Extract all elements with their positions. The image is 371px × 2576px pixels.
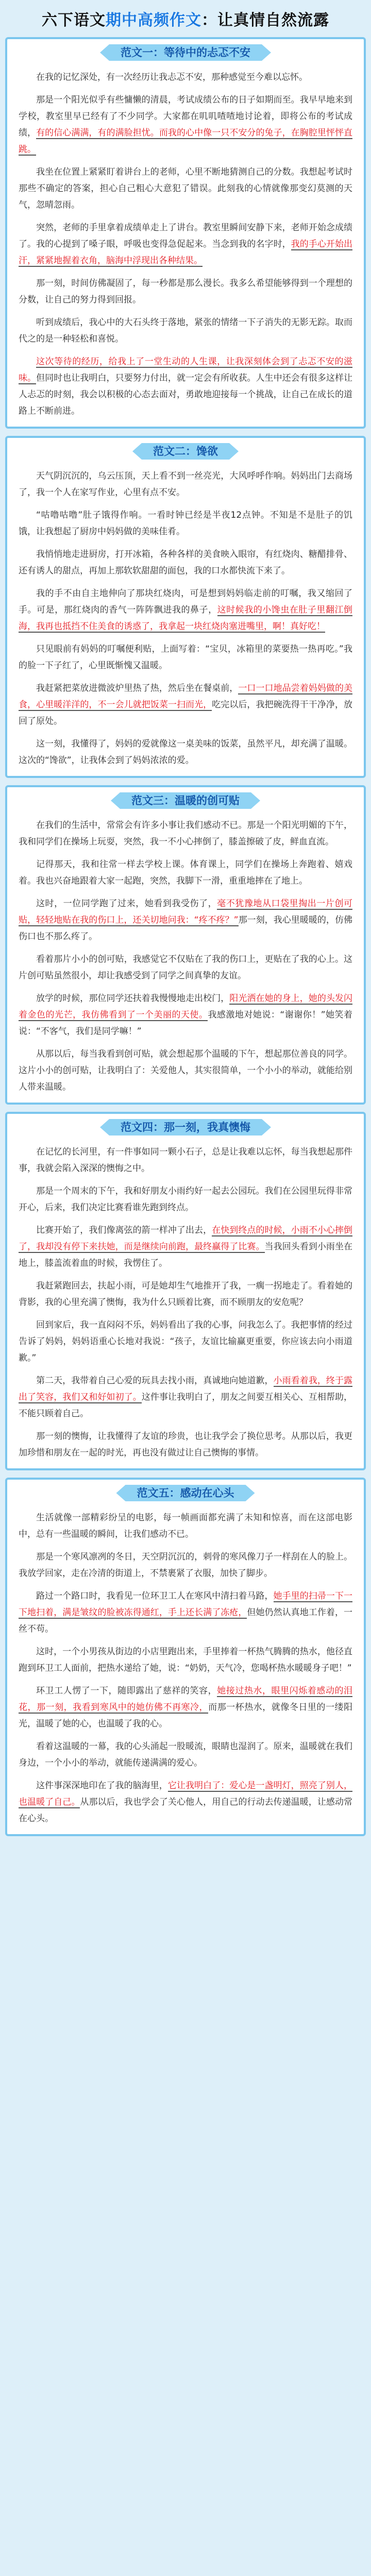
- section-header-ribbon: [111, 792, 260, 809]
- paragraph-text: 我感激地对她说：“谢谢你！”她笑着说：“不客气，我们是同学嘛！”: [19, 1010, 352, 1037]
- essay-paragraph: [19, 1278, 352, 1311]
- paragraph-text: 我赶紧把菜放进微波炉里热了热，然后坐在餐桌前，: [36, 683, 239, 693]
- paragraph-text: 而那一杯热水，就像冬日里的一缕阳光，温暖了她的心，也温暖了我的心。: [19, 1702, 353, 1729]
- ribbon-right-decoration: [246, 1485, 255, 1501]
- essay-paragraph: [19, 1317, 352, 1366]
- paragraph-text: 那一刻，时间仿佛凝固了，每一秒都是那么漫长。我多么希望能够得到一个理想的分数，让自己的努力得到回报。: [19, 278, 352, 305]
- paragraph-text: 比赛开始了，我们像离弦的箭一样冲了出去，: [36, 1225, 212, 1235]
- ribbon-left-decoration: [111, 792, 120, 809]
- section-header-ribbon: [100, 44, 271, 61]
- paragraph-text: 那是一个周末的下午，我和好朋友小雨约好一起去公园玩。我们在公园里玩得非常开心，后来，我们决定比赛看谁先跑到终点。: [19, 1186, 352, 1213]
- essay-paragraph: [19, 856, 352, 889]
- essay-paragraph: [19, 680, 352, 730]
- essay-paragraph: [19, 1372, 352, 1422]
- ribbon-left-decoration: [116, 1485, 126, 1501]
- ribbon-left-decoration: [100, 44, 109, 61]
- essay-paragraph: [19, 546, 352, 579]
- paragraph-text: 我赶紧跑回去，扶起小雨，可是她却生气地推开了我，一瘸一拐地走了。看着她的背影，我的心里充满了懊悔，我为什么只顾着比赛，而不顾朋友的安危呢？: [19, 1281, 352, 1308]
- essay-paragraph: [19, 164, 352, 213]
- paragraph-text: 这时，一位同学跑了过来，她看到我受伤了，: [36, 899, 217, 909]
- paragraph-text: 只见眼前有妈妈的叮嘱便利贴，上面写着：“宝贝，冰箱里的菜要热一热再吃。”我的脸一下子红了，心里既惭愧又温暖。: [19, 644, 352, 671]
- paragraph-text: 从那以后，每当我看到创可贴，就会想起那个温暖的下午，想起那位善良的同学。这片小小的创可贴，让我明白了：关爱他人，其实很简单，一个小小的举动，就能给别人带来温暖。: [19, 1049, 352, 1092]
- highlighted-sentence: 它让我明白了：爱心是一盏明灯，照亮了别人，也温暖了自己。: [19, 1781, 353, 1807]
- highlighted-sentence: 我的手心开始出汗，紧紧地握着衣角，脑海中浮现出各种结果。: [19, 239, 353, 266]
- paragraph-text: 第二天，我带着自己心爱的玩具去找小雨，真诚地向她道歉，: [36, 1376, 274, 1386]
- essay-list: [0, 37, 371, 1836]
- section-title: 范文三：温暖的创可贴: [120, 792, 251, 809]
- section-title: 范文四：那一刻，我真懊悔: [109, 1119, 262, 1136]
- paragraph-text: 生活就像一部精彩纷呈的电影，每一帧画面都充满了未知和惊喜，而在这部电影中，总有一些温暖的瞬间，让我们感动不已。: [19, 1513, 352, 1539]
- ribbon-left-decoration: [132, 443, 142, 460]
- essay-paragraph: [19, 1222, 352, 1272]
- title-suffix: ：让真情自然流露: [201, 11, 329, 29]
- highlighted-sentence: 有的信心满满，有的满脸担忧。而我的心中像一只不安分的兔子，在胸腔里怦怦直跳。: [19, 128, 352, 155]
- ribbon-right-decoration: [251, 792, 260, 809]
- highlighted-sentence: 这时候我的小馋虫在肚子里翻江倒海，我再也抵挡不住美食的诱惑了，我拿起一块红烧肉塞进嘴里，啊！真好吃！: [19, 605, 353, 632]
- essay-paragraph: [19, 468, 352, 501]
- paragraph-text: 天气阴沉沉的，乌云压顶，天上看不到一丝亮光，大风呼呼作响。妈妈出门去商场了，我一个人在家写作业，心里有点不安。: [19, 471, 352, 498]
- paragraph-text: 看着这温暖的一幕，我的心头涌起一股暖流，眼睛也湿润了。原来，温暖就在我们身边，一个小小的举动，就能传递满满的爱心。: [19, 1741, 352, 1768]
- paragraph-text: 我悄悄地走进厨房，打开冰箱，各种各样的美食映入眼帘，有红烧肉、糖醋排骨、还有诱人的甜点，再加上那软软甜甜的面包，我的口水都快流下来了。: [19, 549, 352, 576]
- paragraph-text: 回到家后，我一直闷闷不乐，妈妈看出了我的心事，问我怎么了。我把事情的经过告诉了妈妈，妈妈语重心长地对我说：“孩子，友谊比输赢更重要，你应该去向小雨道歉。”: [19, 1320, 352, 1363]
- paragraph-text: 那一刻的懊悔，让我懂得了友谊的珍贵，也让我学会了换位思考。从那以后，我更加珍惜和朋友在一起的时光，再也没有做过让自己懊悔的事情。: [19, 1431, 352, 1458]
- paragraph-text: 放学的时候，那位同学还扶着我慢慢地走出校门，: [36, 993, 230, 1004]
- essay-paragraph: [19, 585, 352, 635]
- highlighted-sentence: 这次等待的经历，给我上了一堂生动的人生课，让我深刻体会到了忐忑不安的滋味。: [19, 357, 352, 383]
- paragraph-text: 这件事深深地印在了我的脑海里，: [36, 1781, 168, 1791]
- essay-paragraph: [19, 1549, 352, 1582]
- title-prefix: 六下语文: [42, 11, 106, 29]
- paragraph-text: 我的手不由自主地伸向了那块红烧肉，可是想到妈妈临走前的叮嘱，我又缩回了手。可是，那红烧肉的香气一阵阵飘进我的鼻子，: [19, 588, 352, 615]
- essay-paragraph: [19, 92, 352, 158]
- essay-paragraph: [19, 990, 352, 1040]
- paragraph-text: 吃完以后，我把碗洗得干干净净，放回了原处。: [19, 700, 353, 726]
- section-header-ribbon: [132, 443, 239, 460]
- highlighted-sentence: 她手里的扫帚一下一下地扫着，满是皱纹的脸被冻得通红，手上还长满了冻疮，: [19, 1591, 353, 1618]
- ribbon-right-decoration: [262, 44, 271, 61]
- paragraph-text: 看着那片小小的创可贴，我感觉它不仅贴在了我的伤口上，更贴在了我的心上。这片创可贴虽然很小，却让我感受到了同学之间真挚的友谊。: [19, 954, 352, 981]
- paragraph-text: 那一刻，我心里暖暖的，仿佛伤口也不那么疼了。: [19, 915, 353, 942]
- ribbon-right-decoration: [229, 443, 239, 460]
- paragraph-text: 突然，老师的手里拿着成绩单走上了讲台。教室里瞬间安静下来，老师开始念成绩了。我的心提到了嗓子眼，呼吸也变得急促起来。当念到我的名字时，: [19, 223, 352, 249]
- essay-paragraph: [19, 275, 352, 308]
- essay-section: [5, 1112, 366, 1470]
- essay-paragraph: [19, 1683, 352, 1732]
- essay-paragraph: [19, 641, 352, 674]
- essay-section: [5, 37, 366, 429]
- essay-paragraph: [19, 353, 352, 419]
- paragraph-text: 但同时也让我明白，只要努力付出，就一定会有所收获。人生中还会有很多这样让人忐忑的时刻，我会以积极的心态去面对，勇敢地迎接每一个挑战，让自己在成长的道路上不断前进。: [19, 373, 352, 416]
- paragraph-text: 这时，一个小男孩从街边的小店里跑出来，手里捧着一杯热气腾腾的热水，他径直跑到环卫工人面前，把热水递给了她，说：“奶奶，天气冷，您喝杯热水暖暖身子吧！”: [19, 1647, 352, 1673]
- paragraph-text: 在我的记忆深处，有一次经历让我忐忑不安，那种感觉至今难以忘怀。: [36, 72, 308, 82]
- essay-section: [5, 436, 366, 778]
- essay-section: [5, 1478, 366, 1836]
- essay-paragraph: [19, 219, 352, 269]
- essay-paragraph: [19, 1510, 352, 1543]
- essay-paragraph: [19, 507, 352, 540]
- section-title: 范文二：馋欲: [142, 443, 229, 460]
- essay-paragraph: [19, 817, 352, 850]
- paragraph-text: 记得那天，我和往常一样去学校上课。体育课上，同学们在操场上奔跑着、嬉戏着。我也兴奋地跟着大家一起跑，突然，我脚下一滑，重重地摔在了地上。: [19, 859, 352, 886]
- paragraph-text: 我坐在位置上紧紧盯着讲台上的老师，心里不断地猜测自己的分数。我想起考试时那些不确定的答案，担心自己粗心大意犯了错误。此刻我的心情就像那变幻莫测的天气，忽晴忽雨。: [19, 167, 352, 210]
- paragraph-text: 路过一个路口时，我看见一位环卫工人在寒风中清扫着马路，: [36, 1591, 274, 1601]
- section-title: 范文五：感动在心头: [126, 1485, 246, 1501]
- paragraph-text: 从那以后，我也学会了关心他人，用自己的行动去传递温暖，让感动常在心头。: [19, 1797, 353, 1824]
- paragraph-text: 但她仍然认真地工作着，一丝不苟。: [19, 1607, 353, 1634]
- section-header-ribbon: [116, 1485, 255, 1501]
- paragraph-text: 环卫工人愣了一下，随即露出了慈祥的笑容，: [36, 1686, 217, 1696]
- paragraph-text: 这一刻，我懂得了，妈妈的爱就像这一桌美味的饭菜，虽然平凡，却充满了温暖。这次的“馋欲”，让我体会到了妈妈浓浓的爱。: [19, 739, 352, 766]
- paragraph-text: 在我们的生活中，常常会有许多小事让我们感动不已。那是一个阳光明媚的下午，我和同学们在操场上玩耍，突然，我一不小心摔倒了，膝盖擦破了皮，鲜血直流。: [19, 820, 352, 847]
- essay-paragraph: [19, 951, 352, 984]
- essay-paragraph: [19, 1643, 352, 1676]
- ribbon-left-decoration: [100, 1119, 109, 1136]
- paragraph-text: 这件事让我明白了，朋友之间要互相关心、互相帮助，不能只顾着自己。: [19, 1392, 353, 1419]
- essay-paragraph: [19, 1144, 352, 1177]
- essay-paragraph: [19, 1777, 352, 1827]
- paragraph-text: 听到成绩后，我心中的大石头终于落地，紧张的情绪一下子消失的无影无踪。取而代之的是一种轻松和喜悦。: [19, 317, 352, 344]
- essay-paragraph: [19, 1046, 352, 1095]
- paragraph-text: 那是一个寒风凛冽的冬日，天空阴沉沉的，刺骨的寒风像刀子一样刮在人的脸上。我放学回家，走在冷清的街道上，不禁裹紧了衣服，加快了脚步。: [19, 1552, 352, 1579]
- essay-paragraph: [19, 1738, 352, 1771]
- paragraph-text: 那是一个阳光似乎有些慵懒的清晨，考试成绩公布的日子如期而至。我早早地来到学校，教室里早已经有了不少同学。大家都在叽叽喳喳地讨论着，即将公布的考试成绩，: [19, 95, 352, 138]
- section-title: 范文一：等待中的忐忑不安: [109, 44, 262, 61]
- essay-paragraph: [19, 1588, 352, 1637]
- highlighted-sentence: 阳光洒在她的身上，她的头发闪着金色的光芒，我仿佛看到了一个美丽的天使。: [19, 993, 353, 1020]
- title-accent: 期中高频作文: [106, 11, 201, 29]
- essay-paragraph: [19, 314, 352, 347]
- highlighted-sentence: 她接过热水，眼里闪烁着感动的泪花，那一刻，我看到寒风中的她仿佛不再寒冷，: [19, 1686, 353, 1713]
- paragraph-text: “咕噜咕噜”肚子饿得作响。一看时钟已经是半夜12点钟。不知是不是肚子的饥饿，让我想起了厨房中妈妈做的美味佳肴。: [19, 510, 352, 537]
- highlighted-sentence: 毫不犹豫地从口袋里掏出一片创可贴，轻轻地贴在我的伤口上，还关切地问我：“疼不疼？”: [19, 899, 353, 925]
- page-title: [0, 0, 371, 37]
- section-header-ribbon: [100, 1119, 271, 1136]
- essay-paragraph: [19, 69, 352, 86]
- essay-section: [5, 785, 366, 1105]
- ribbon-right-decoration: [262, 1119, 271, 1136]
- paragraph-text: 当我回头看到小雨坐在地上，膝盖流着血的时候，我愣住了。: [19, 1242, 353, 1268]
- essay-paragraph: [19, 1183, 352, 1216]
- paragraph-text: 在记忆的长河里，有一件事如同一颗小石子，总是让我难以忘怀，每当我想起那件事，我就会陷入深深的懊悔之中。: [19, 1147, 352, 1174]
- essay-paragraph: [19, 736, 352, 769]
- essay-paragraph: [19, 895, 352, 945]
- highlighted-sentence: 在快到终点的时候，小雨不小心摔倒了，我却没有停下来扶她，而是继续向前跑，最终赢得了比赛。: [19, 1225, 353, 1252]
- highlighted-sentence: 小雨看着我，终于露出了笑容，我们又和好如初了。: [19, 1376, 353, 1402]
- highlighted-sentence: 一口一口地品尝着妈妈做的美食，心里暖洋洋的，不一会儿就把饭菜一扫而光，: [19, 683, 353, 710]
- essay-paragraph: [19, 1428, 352, 1461]
